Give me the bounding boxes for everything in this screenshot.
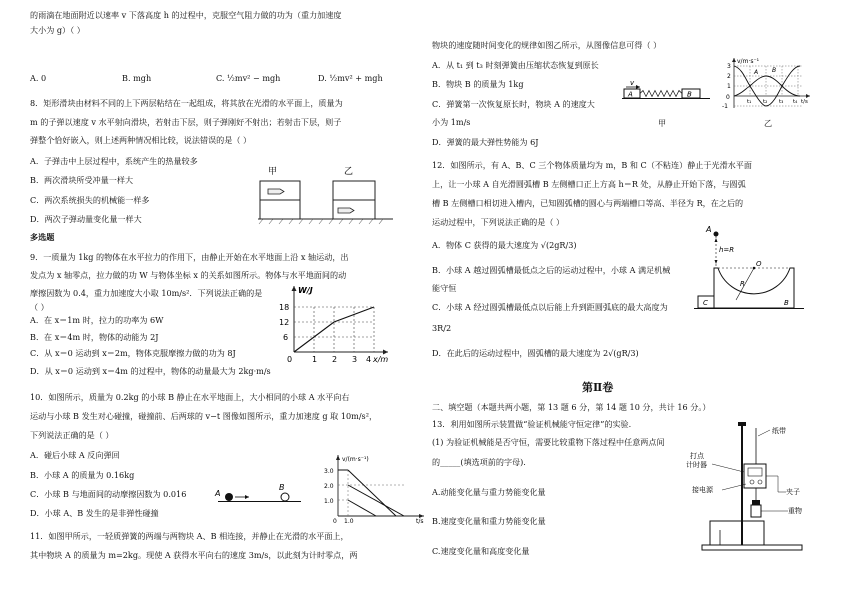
q10-stem-line1: 10．如图所示，质量为 0.2kg 的小球 B 静止在水平地面上，大小相同的小球 A 水平向右 — [30, 392, 350, 402]
q13-fig-clamp-label: 夹子 — [786, 488, 800, 496]
q13-apparatus-figure — [682, 420, 830, 555]
q9-xtick-4: 4 — [366, 355, 372, 364]
q13-option-b: B.速度变化量和重力势能变化量 — [432, 516, 546, 526]
q11-ytick-neg1: -1 — [722, 103, 728, 110]
q9-graph-xlabel: x/m — [373, 355, 389, 364]
q10-balls-figure — [213, 482, 303, 506]
q11-stem-line3: 物块的速度随时间变化的规律如图乙所示，从图像信息可得（ ） — [432, 40, 662, 50]
q12-fig-r-label: R — [740, 280, 745, 288]
q13-option-c: C.速度变化量和高度变化量 — [432, 546, 530, 556]
part2-title: 第Ⅱ卷 — [582, 381, 614, 394]
q12-fig-b-label: B — [784, 299, 789, 307]
q11-arrow-v-label: v — [630, 79, 635, 87]
q13-option-a: A.动能变化量与重力势能变化量 — [432, 487, 546, 497]
q8-option-c: C．两次系统损失的机械能一样多 — [30, 195, 150, 205]
q9-xtick-1: 1 — [312, 355, 318, 364]
q13-fig-weight-label: 重物 — [788, 507, 802, 515]
q11-ytick-1: 1 — [727, 83, 731, 90]
q11-xtick-t1: t₁ — [747, 99, 752, 105]
q10-option-b: B．小球 A 的质量为 0.16kg — [30, 470, 135, 480]
left-column — [30, 0, 440, 607]
q8-stem-line1: 8．矩形滑块由材料不同的上下两层粘结在一起组成，将其放在光滑的水平面上，质量为 — [30, 98, 343, 108]
q13-fig-timer-label: 打点 — [690, 452, 704, 460]
q12-stem-line1: 12．如图所示，有 A、B、C 三个物体质量均为 m，B 和 C（不粘连）静止于光滑水平面 — [432, 160, 752, 170]
q11-spring-figure — [622, 78, 714, 100]
q7-option-a: A. 0 — [30, 73, 47, 83]
q7-option-b: B. mgh — [122, 73, 152, 83]
q11-option-b: B．物块 B 的质量为 1kg — [432, 79, 524, 89]
q9-stem-line4: （ ） — [30, 302, 49, 312]
q8-stem-line2: m 的子弹以速度 v 水平射向滑块，若射击下层，则子弹刚好不射出；若射击下层，则子 — [30, 117, 342, 127]
right-column — [432, 0, 842, 607]
q9-option-a: A．在 x＝1m 时，拉力的功率为 6W — [30, 315, 164, 325]
q12-fig-h-label: h=R — [719, 246, 735, 254]
q9-xtick-2: 2 — [332, 355, 338, 364]
q11-ytick-2: 2 — [727, 73, 731, 80]
q8-stem-line3: 弹整个恰好嵌入，则上述两种情况相比较，说法错误的是（ ） — [30, 135, 252, 145]
q12-fig-c-label: C — [703, 299, 708, 307]
q9-option-b: B．在 x＝4m 时，物体的动能为 2J — [30, 332, 159, 342]
q11-option-a: A．从 t₁ 到 t₃ 时刻弹簧由压缩状态恢复到原长 — [432, 60, 599, 70]
q11-stem-line2: 其中物块 A 的质量为 m=2kg。现使 A 获得水平向右的速度 3m/s，以此刻为计时零点，两 — [30, 550, 358, 560]
q13-fig-power-label: 接电源 — [692, 486, 713, 494]
q9-xtick-0: 0 — [287, 355, 293, 364]
q12-option-d: D．在此后的运动过程中，圆弧槽的最大速度为 2√(gR/3) — [432, 348, 639, 358]
q10-graph-xlabel: t/s — [416, 518, 424, 524]
q11-vt-graph — [722, 56, 814, 112]
q11-xtick-t4: t₄ — [793, 99, 798, 105]
q12-stem-line3: 槽 B 左侧槽口相切进入槽内，已知圆弧槽的圆心与两端槽口等高、半径为 R，在之后的 — [432, 198, 744, 208]
q10-option-d: D．小球 A、B 发生的是非弹性碰撞 — [30, 508, 159, 518]
q8-fig-label-right: 乙 — [344, 167, 354, 177]
q11-xtick-t3: t₃ — [779, 99, 784, 105]
q9-ytick-18: 18 — [279, 303, 290, 312]
q11-graph-ylabel: v/m·s⁻¹ — [737, 58, 760, 65]
q10-option-a: A．碰后小球 A 反向弹回 — [30, 450, 120, 460]
q12-stem-line4: 运动过程中，下列说法正确的是（ ） — [432, 217, 565, 227]
q9-stem-line1: 9．一质量为 1kg 的物体在水平拉力的作用下，由静止开始在水平地面上沿 x 轴运动，出 — [30, 252, 349, 262]
q11-option-c: C．弹簧第一次恢复原长时，物块 A 的速度大 — [432, 99, 595, 109]
q12-option-c-line1: C．小球 A 经过圆弧槽最低点以后能上升到距圆弧底的最大高度为 — [432, 302, 668, 312]
q11-fig-label-left: 甲 — [658, 118, 667, 128]
q9-stem-line3: 摩擦因数为 0.4，重力加速度大小取 10m/s²．下列说法正确的是 — [30, 288, 263, 298]
q10-xtick-1: 1.0 — [344, 518, 354, 524]
multi-choice-heading: 多选题 — [30, 232, 55, 242]
q8-option-b: B．两次滑块所受冲量一样大 — [30, 175, 134, 185]
q11-xtick-t2: t₂ — [763, 99, 768, 105]
q10-ytick-1: 1.0 — [324, 498, 334, 505]
q9-graph-ylabel: W/J — [298, 286, 313, 295]
q12-fig-o-label: O — [756, 260, 762, 268]
q10-ytick-2: 2.0 — [324, 483, 334, 490]
q12-stem-line2: 上，让一小球 A 自光滑圆弧槽 B 左侧槽口正上方高 h＝R 处，从静止开始下落，与圆弧 — [432, 179, 746, 189]
q8-block-figure — [258, 163, 398, 225]
q10-option-c: C．小球 B 与地面间的动摩擦因数为 0.016 — [30, 489, 187, 499]
q12-fig-a-label: A — [706, 225, 712, 234]
q13-sub1-line1: (1) 为验证机械能是否守恒，需要比较重物下落过程中任意两点间 — [432, 437, 665, 447]
q12-option-b-line2: 能守恒 — [432, 283, 457, 293]
q10-stem-line3: 下列说法正确的是（ ） — [30, 430, 114, 440]
q9-stem-line2: 发点为 x 轴零点，拉力做的功 W 与物体坐标 x 的关系如图所示。物体与水平地面间的动 — [30, 270, 347, 280]
q8-option-a: A．子弹击中上层过程中，系统产生的热量较多 — [30, 156, 198, 166]
q8-option-d: D．两次子弹动量变化量一样大 — [30, 214, 142, 224]
q12-option-a: A．物体 C 获得的最大速度为 √(2gR/3) — [432, 240, 577, 250]
q13-fig-timer-label-2: 计时器 — [686, 461, 707, 469]
q13-sub1-line2: 的_____(填选项前的字母). — [432, 457, 526, 467]
q11-fig-label-right: 乙 — [764, 118, 773, 128]
q11-ytick-3: 3 — [727, 63, 731, 70]
q10-vt-graph — [316, 452, 428, 524]
q11-ytick-0: 0 — [726, 94, 730, 101]
q10-ball-a-label: A — [215, 489, 221, 498]
q11-graph-xlabel: t/s — [801, 99, 808, 105]
q11-option-d: D．弹簧的最大弹性势能为 6J — [432, 137, 539, 147]
q9-option-d: D．从 x＝0 运动到 x＝4m 的过程中，物体的动量最大为 2kg·m/s — [30, 366, 271, 376]
q12-option-b-line1: B．小球 A 越过圆弧槽最低点之后的运动过程中，小球 A 满足机械 — [432, 265, 671, 275]
q11-option-c-cont: 小为 1m/s — [432, 117, 471, 127]
q9-option-c: C．从 x＝0 运动到 x＝2m，物体克服摩擦力做的功为 8J — [30, 348, 236, 358]
q11-curve-a-label: A — [754, 69, 759, 76]
q9-xtick-3: 3 — [352, 355, 358, 364]
q9-ytick-6: 6 — [283, 333, 289, 342]
q7-stem-line1: 的雨滴在地面附近以速率 v 下落高度 h 的过程中，克服空气阻力做的功为（重力加速度 — [30, 10, 342, 20]
q13-fig-tape-label: 纸带 — [772, 427, 786, 435]
q9-work-graph — [270, 282, 394, 364]
q11-block-b-label: B — [687, 90, 692, 99]
q7-option-c: C. ½mv² − mgh — [216, 73, 281, 83]
q13-stem: 13．利用如图所示装置做“验证机械能守恒定律”的实验. — [432, 419, 632, 429]
fill-in-heading: 二、填空题（本题共两小题，第 13 题 6 分，第 14 题 10 分，共计 16 分。） — [432, 402, 711, 412]
q10-stem-line2: 运动与小球 B 发生对心碰撞，碰撞前、后两球的 v−t 图像如图所示，重力加速度 g 取 10m/s²， — [30, 411, 378, 421]
q10-xtick-0: 0 — [333, 518, 337, 524]
q11-block-a-label: A — [628, 90, 633, 99]
q10-ytick-3: 3.0 — [324, 468, 334, 475]
q7-option-d: D. ½mv² + mgh — [318, 73, 383, 83]
q9-ytick-12: 12 — [279, 318, 290, 327]
q11-stem-line1: 11．如图甲所示，一轻质弹簧的两端与两物块 A、B 相连接，并静止在光滑的水平面上， — [30, 531, 349, 541]
q12-option-c-line2: 3R/2 — [432, 323, 452, 333]
q7-stem-line2: 大小为 g）（ ） — [30, 25, 85, 35]
q12-arc-figure — [694, 224, 806, 312]
q11-curve-b-label: B — [772, 67, 777, 74]
q10-ball-b-label: B — [279, 483, 285, 492]
q10-graph-ylabel: v/(m·s⁻¹) — [342, 456, 369, 463]
q8-fig-label-left: 甲 — [268, 167, 278, 177]
